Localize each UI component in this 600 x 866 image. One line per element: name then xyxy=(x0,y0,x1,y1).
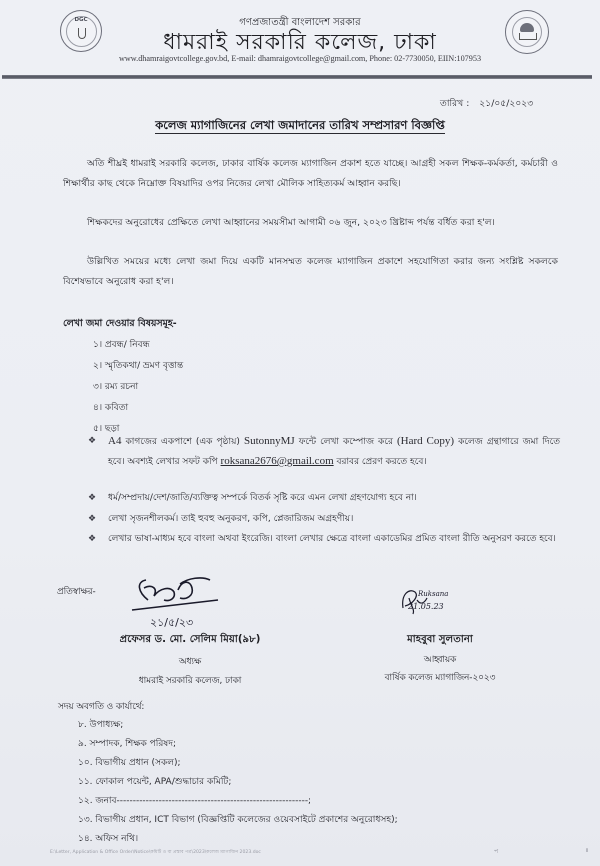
countersign-label: প্রতিস্বাক্ষর- xyxy=(57,587,96,597)
contact-line: www.dhamraigovtcollege.gov.bd, E-mail: dhamraigovtcollege@gmail.com, Phone: 02-7730050, EIIN:107953 xyxy=(118,54,482,63)
distribution-item: ১২. জনাব-----------------------------------------------------------; xyxy=(78,796,312,806)
instruction-item: ❖ লেখার ভাষা-মাধ্যম হবে বাংলা অথবা ইংরেজি। বাংলা লেখার ক্ষেত্রে বাংলা একাডেমির প্রমিত বাংলা রীতি অনুসরণ করতে হবে। xyxy=(88,530,560,549)
four-diamond-bullet-icon: ❖ xyxy=(88,436,97,446)
notice-title xyxy=(0,117,600,136)
date-value: ২১/০৫/২০২৩ xyxy=(479,98,534,109)
convener-signature-text: Ruksana xyxy=(418,590,449,598)
principal-signature-date: ২১/৫/২৩ xyxy=(150,616,194,629)
distribution-item: ১৪. অফিস নথি। xyxy=(78,834,139,844)
topics-heading: লেখা জমা দেওয়ার বিষয়সমূহ- xyxy=(63,318,177,329)
convener-name: মাহবুবা সুলতানা xyxy=(407,634,473,645)
convener-designation: আহ্বায়ক xyxy=(423,655,457,665)
principal-institution: ধামরাই সরকারি কলেজ, ঢাকা xyxy=(138,676,242,686)
topic-item: ১। প্রবন্ধ/ নিবন্ধ xyxy=(93,340,150,350)
distribution-item: ১১. ফোকাল পয়েন্ট, APA/শুদ্ধাচার কমিটি; xyxy=(78,777,232,787)
footer-mark: ॥ xyxy=(585,847,589,854)
principal-name: প্রফেসর ড. মো. সেলিম মিয়া(৯৮) xyxy=(119,634,261,645)
topic-item: ৫। ছড়া xyxy=(93,424,120,434)
topic-item: ৩। রম্য রচনা xyxy=(93,382,139,392)
distribution-item: ৮. উপাধ্যক্ষ; xyxy=(78,720,124,730)
topic-item: ৪। কবিতা xyxy=(93,403,129,413)
instruction-item: ❖ ধর্ম/সম্প্রদায়/দেশ/জাতি/ব্যক্তিত্ব সম্পর্কে বিতর্ক সৃষ্টি করে এমন লেখা গ্রহণযোগ্য হবে না। xyxy=(88,489,560,508)
government-name: গণপ্রজাতন্ত্রী বাংলাদেশ সরকার xyxy=(239,17,361,28)
instruction-item: ❖ A4 কাগজের একপাশে (এক পৃষ্ঠায়) SutonnyMJ ফন্টে লেখা কম্পোজ করে (Hard Copy) কলেজ গ্রন্থাগারে জমা দিতে হবে। অবশ্যই লেখার সফট কপি roksana2676@gmail.com বরাবর প্রেরণ করতে হবে। xyxy=(88,432,560,472)
date-label: তারিখ : xyxy=(440,98,470,109)
four-diamond-bullet-icon: ❖ xyxy=(88,534,97,544)
distribution-item: ৯. সম্পাদক, শিক্ষক পরিষদ; xyxy=(78,739,176,749)
date-line xyxy=(440,96,533,111)
paragraph-3: উল্লিখিত সময়ের মধ্যে লেখা জমা দিয়ে একটি মানসম্মত কলেজ ম্যাগাজিন প্রকাশে সহযোগিতা করার জন্য সংশ্লিষ্ট সকলকে বিশেষভাবে অনুরোধ করা হ'ল। xyxy=(63,256,558,287)
instruction-item: ❖ লেখা সৃজনশীলকর্ম। তাই হুবহু অনুকরণ, কপি, প্লেজারিজম অগ্রহণীয়। xyxy=(88,510,560,529)
four-diamond-bullet-icon: ❖ xyxy=(88,514,97,524)
notice-title-text: কলেজ ম্যাগাজিনের লেখা জমাদানের তারিখ সম্প্রসারণ বিজ্ঞপ্তি xyxy=(155,118,445,132)
four-diamond-bullet-icon: ❖ xyxy=(88,493,97,503)
principal-designation: অধ্যক্ষ xyxy=(178,657,202,667)
logo-text: DGC xyxy=(74,17,88,23)
file-path-footer: E:\Letter, Application & Office Order\Notice\কমিটি ও বা প্রস্তাব পত্র\2023\কলেজ ম্যাগাজিন 2023.doc xyxy=(50,850,261,855)
header-rule xyxy=(2,75,592,79)
distribution-heading: সদয় অবগতি ও কার্যার্থে: xyxy=(58,702,145,712)
distribution-item: ১৩. বিভাগীয় প্রধান, ICT বিভাগ (বিজ্ঞপ্তিটি কলেজের ওয়েবসাইটে প্রকাশের অনুরোধসহ); xyxy=(78,815,398,825)
convener-committee: বার্ষিক কলেজ ম্যাগাজিন-২০২৩ xyxy=(384,673,496,683)
paragraph-1: অতি শীঘ্রই ধামরাই সরকারি কলেজ, ঢাকার বার্ষিক কলেজ ম্যাগাজিন প্রকাশ হতে যাচ্ছে। আগ্রহী সকল শিক্ষক-কর্মকর্তা, কর্মচারী ও শিক্ষার্থীর কাছ থেকে নিম্নোক্ত বিষয়াদির ওপর নিজের লেখা মৌলিক সাহিত্যকর্ম আহ্বান করছি। xyxy=(63,158,558,189)
college-name: ধামরাই সরকারি কলেজ, ঢাকা xyxy=(163,30,437,55)
footer-mark: প xyxy=(494,848,499,855)
paragraph-2: শিক্ষকদের অনুরোধের প্রেক্ষিতে লেখা আহ্বানের সময়সীমা আগামী ০৬ জুন, ২০২৩ খ্রিষ্টাব্দ পর্যন্ত বর্ধিত করা হ'ল। xyxy=(87,217,495,228)
distribution-item: ১০. বিভাগীয় প্রধান (সকল); xyxy=(78,758,181,768)
email-link[interactable]: roksana2676@gmail.com xyxy=(220,455,334,467)
topic-item: ২। স্মৃতিকথা/ ভ্রমণ বৃত্তান্ত xyxy=(93,361,184,371)
convener-signature-date: 21.05.23 xyxy=(408,602,444,611)
